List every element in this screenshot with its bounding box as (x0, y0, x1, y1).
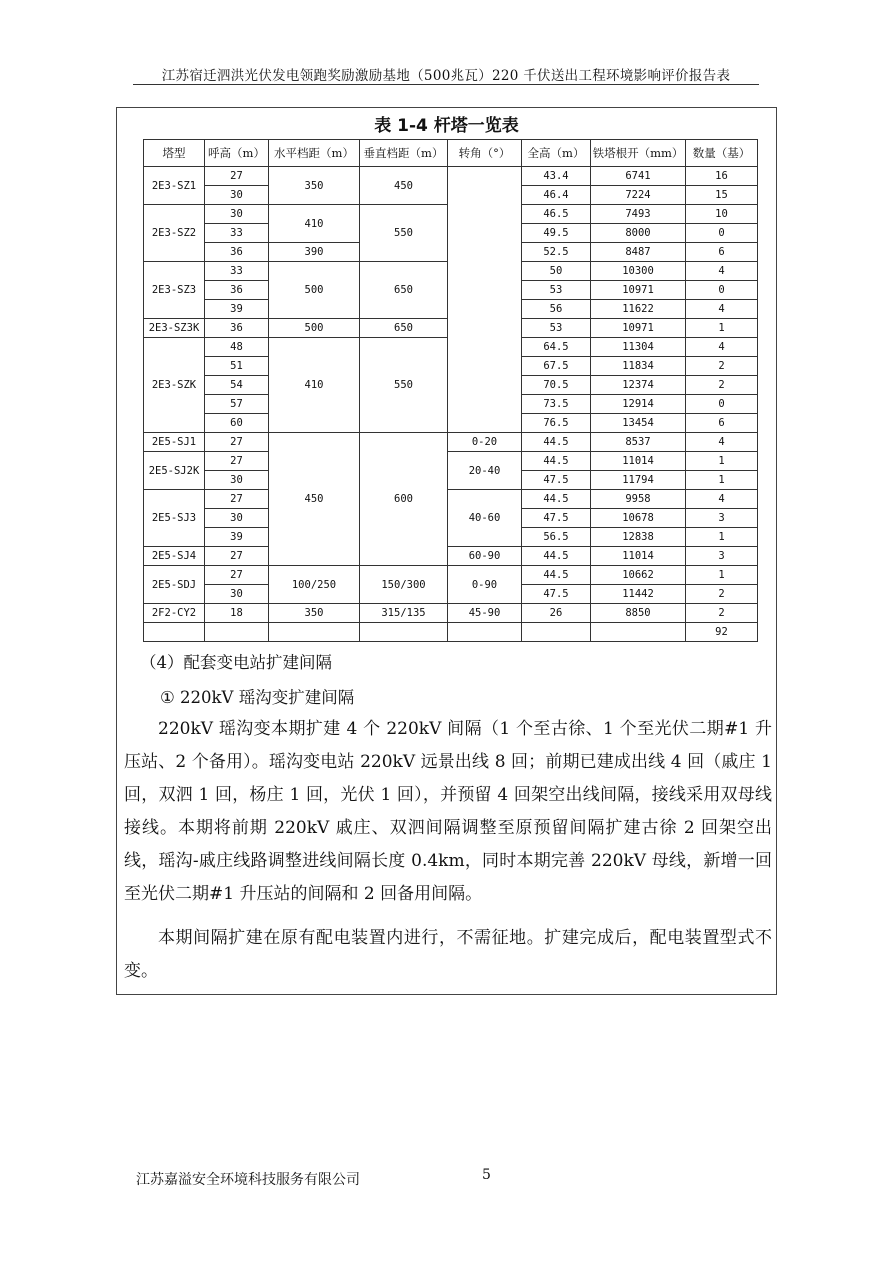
tower-type-cell: 2E3-SZK (144, 338, 205, 433)
total-quantity-cell: 92 (686, 623, 758, 642)
height-cell: 39 (205, 300, 269, 319)
tower-type-cell: 2E3-SZ1 (144, 167, 205, 205)
quantity-cell: 1 (686, 566, 758, 585)
quantity-cell: 2 (686, 376, 758, 395)
tower-type-cell: 2E5-SDJ (144, 566, 205, 604)
tower-table (143, 139, 758, 642)
base-width-cell: 12838 (591, 528, 686, 547)
quantity-cell: 3 (686, 509, 758, 528)
total-height-cell: 44.5 (522, 547, 591, 566)
height-cell: 33 (205, 224, 269, 243)
height-cell: 27 (205, 452, 269, 471)
quantity-cell: 0 (686, 281, 758, 300)
base-width-cell: 11442 (591, 585, 686, 604)
angle-cell: 60-90 (448, 547, 522, 566)
height-cell: 27 (205, 490, 269, 509)
quantity-cell: 4 (686, 338, 758, 357)
vertical-span-cell: 650 (360, 319, 448, 338)
column-header: 呼高（m） (205, 140, 269, 167)
quantity-cell: 2 (686, 357, 758, 376)
footer-company: 江苏嘉溢安全环境科技服务有限公司 (136, 1172, 360, 1188)
table-row (144, 566, 758, 585)
vertical-span-cell: 550 (360, 205, 448, 262)
quantity-cell: 15 (686, 186, 758, 205)
height-cell: 36 (205, 281, 269, 300)
base-width-cell: 7224 (591, 186, 686, 205)
total-height-cell: 56 (522, 300, 591, 319)
total-height-cell: 43.4 (522, 167, 591, 186)
base-width-cell: 10971 (591, 281, 686, 300)
horizontal-span-cell: 500 (269, 262, 360, 319)
base-width-cell: 11794 (591, 471, 686, 490)
quantity-cell: 0 (686, 395, 758, 414)
tower-type-cell: 2E3-SZ3K (144, 319, 205, 338)
column-header: 垂直档距（m） (360, 140, 448, 167)
total-height-cell: 46.4 (522, 186, 591, 205)
height-cell: 30 (205, 186, 269, 205)
total-height-cell: 73.5 (522, 395, 591, 414)
base-width-cell: 11014 (591, 547, 686, 566)
total-height-cell: 53 (522, 319, 591, 338)
total-height-cell: 47.5 (522, 585, 591, 604)
tower-type-cell: 2E5-SJ2K (144, 452, 205, 490)
height-cell: 30 (205, 471, 269, 490)
subsection-heading: ① 220kV 瑶沟变扩建间隔 (160, 688, 355, 707)
height-cell: 27 (205, 547, 269, 566)
total-height-cell: 44.5 (522, 566, 591, 585)
tower-type-cell: 2E5-SJ4 (144, 547, 205, 566)
quantity-cell: 4 (686, 490, 758, 509)
quantity-cell: 1 (686, 452, 758, 471)
angle-cell (448, 167, 522, 433)
base-width-cell: 12374 (591, 376, 686, 395)
total-height-cell: 49.5 (522, 224, 591, 243)
vertical-span-cell: 600 (360, 433, 448, 566)
total-height-cell: 53 (522, 281, 591, 300)
paragraph-text: 220kV 瑶沟变本期扩建 4 个 220kV 间隔（1 个至古徐、1 个至光伏二期#1 升压站、2 个备用）。瑶沟变电站 220kV 远景出线 8 回；前期已建成出线 4 回（戚庄 1 回，双泗 1 回，杨庄 1 回，光伏 1 回），并预留 4 回架空出线间隔，接线采用双母线接线。本期将前期 220kV 戚庄、双泗间隔调整至原预留间隔扩建古徐 2 回架空出线，瑶沟-戚庄线路调整进线间隔长度 0.4km，同时本期完善 220kV 母线，新增一回至光伏二期#1 升压站的间隔和 2 回备用间隔。 (124, 719, 772, 904)
horizontal-span-cell: 410 (269, 338, 360, 433)
height-cell: 30 (205, 585, 269, 604)
height-cell: 27 (205, 566, 269, 585)
total-height-cell: 76.5 (522, 414, 591, 433)
tower-type-cell: 2F2-CY2 (144, 604, 205, 623)
height-cell: 54 (205, 376, 269, 395)
total-height-cell: 46.5 (522, 205, 591, 224)
angle-cell: 20-40 (448, 452, 522, 490)
total-height-cell: 44.5 (522, 433, 591, 452)
base-width-cell: 10662 (591, 566, 686, 585)
vertical-span-cell: 315/135 (360, 604, 448, 623)
horizontal-span-cell: 350 (269, 604, 360, 623)
quantity-cell: 16 (686, 167, 758, 186)
base-width-cell: 11014 (591, 452, 686, 471)
document-header: 江苏宿迁泗洪光伏发电领跑奖励激励基地（500兆瓦）220 千伏送出工程环境影响评价报告表 (161, 68, 731, 84)
total-height-cell: 56.5 (522, 528, 591, 547)
body-paragraph-2 (124, 922, 772, 988)
column-header: 水平档距（m） (269, 140, 360, 167)
vertical-span-cell: 550 (360, 338, 448, 433)
vertical-span-cell: 450 (360, 167, 448, 205)
header-rule (133, 84, 759, 85)
total-height-cell: 26 (522, 604, 591, 623)
total-height-cell: 44.5 (522, 490, 591, 509)
total-height-cell: 52.5 (522, 243, 591, 262)
base-width-cell: 8000 (591, 224, 686, 243)
quantity-cell: 0 (686, 224, 758, 243)
height-cell: 48 (205, 338, 269, 357)
height-cell: 27 (205, 167, 269, 186)
height-cell: 51 (205, 357, 269, 376)
height-cell: 30 (205, 205, 269, 224)
table-title: 表 1-4 杆塔一览表 (374, 116, 519, 136)
base-width-cell: 8487 (591, 243, 686, 262)
tower-type-cell: 2E3-SZ3 (144, 262, 205, 319)
base-width-cell: 8850 (591, 604, 686, 623)
table-row (144, 433, 758, 452)
base-width-cell: 8537 (591, 433, 686, 452)
height-cell: 57 (205, 395, 269, 414)
base-width-cell: 7493 (591, 205, 686, 224)
height-cell: 18 (205, 604, 269, 623)
total-height-cell: 47.5 (522, 471, 591, 490)
section-heading: （4）配套变电站扩建间隔 (140, 653, 332, 672)
horizontal-span-cell: 450 (269, 433, 360, 566)
quantity-cell: 2 (686, 585, 758, 604)
quantity-cell: 1 (686, 319, 758, 338)
total-height-cell: 64.5 (522, 338, 591, 357)
quantity-cell: 1 (686, 471, 758, 490)
angle-cell: 40-60 (448, 490, 522, 547)
quantity-cell: 6 (686, 414, 758, 433)
column-header: 全高（m） (522, 140, 591, 167)
table-row (144, 452, 758, 471)
table-header-row (144, 140, 758, 167)
tower-type-cell: 2E5-SJ1 (144, 433, 205, 452)
horizontal-span-cell: 500 (269, 319, 360, 338)
tower-type-cell: 2E5-SJ3 (144, 490, 205, 547)
total-height-cell: 47.5 (522, 509, 591, 528)
total-row (144, 623, 758, 642)
height-cell: 39 (205, 528, 269, 547)
base-width-cell: 11622 (591, 300, 686, 319)
angle-cell: 0-20 (448, 433, 522, 452)
horizontal-span-cell: 390 (269, 243, 360, 262)
quantity-cell: 1 (686, 528, 758, 547)
vertical-span-cell: 650 (360, 262, 448, 319)
height-cell: 36 (205, 319, 269, 338)
quantity-cell: 6 (686, 243, 758, 262)
quantity-cell: 10 (686, 205, 758, 224)
angle-cell: 0-90 (448, 566, 522, 604)
base-width-cell: 6741 (591, 167, 686, 186)
horizontal-span-cell: 410 (269, 205, 360, 243)
table-row (144, 167, 758, 186)
height-cell: 36 (205, 243, 269, 262)
table-row (144, 490, 758, 509)
column-header: 铁塔根开（mm） (591, 140, 686, 167)
total-height-cell: 67.5 (522, 357, 591, 376)
total-height-cell: 44.5 (522, 452, 591, 471)
quantity-cell: 4 (686, 433, 758, 452)
base-width-cell: 10678 (591, 509, 686, 528)
quantity-cell: 4 (686, 300, 758, 319)
table-row (144, 547, 758, 566)
height-cell: 33 (205, 262, 269, 281)
base-width-cell: 10971 (591, 319, 686, 338)
body-paragraph-1 (124, 713, 772, 911)
table-row (144, 604, 758, 623)
horizontal-span-cell: 350 (269, 167, 360, 205)
column-header: 转角（°） (448, 140, 522, 167)
tower-type-cell: 2E3-SZ2 (144, 205, 205, 262)
base-width-cell: 13454 (591, 414, 686, 433)
height-cell: 27 (205, 433, 269, 452)
base-width-cell: 11834 (591, 357, 686, 376)
quantity-cell: 3 (686, 547, 758, 566)
quantity-cell: 4 (686, 262, 758, 281)
total-height-cell: 70.5 (522, 376, 591, 395)
base-width-cell: 9958 (591, 490, 686, 509)
base-width-cell: 12914 (591, 395, 686, 414)
height-cell: 60 (205, 414, 269, 433)
page-number: 5 (482, 1167, 491, 1183)
height-cell: 30 (205, 509, 269, 528)
base-width-cell: 10300 (591, 262, 686, 281)
base-width-cell: 11304 (591, 338, 686, 357)
total-height-cell: 50 (522, 262, 591, 281)
vertical-span-cell: 150/300 (360, 566, 448, 604)
horizontal-span-cell: 100/250 (269, 566, 360, 604)
column-header: 塔型 (144, 140, 205, 167)
column-header: 数量（基） (686, 140, 758, 167)
paragraph-text: 本期间隔扩建在原有配电装置内进行，不需征地。扩建完成后，配电装置型式不变。 (124, 928, 772, 981)
angle-cell: 45-90 (448, 604, 522, 623)
quantity-cell: 2 (686, 604, 758, 623)
